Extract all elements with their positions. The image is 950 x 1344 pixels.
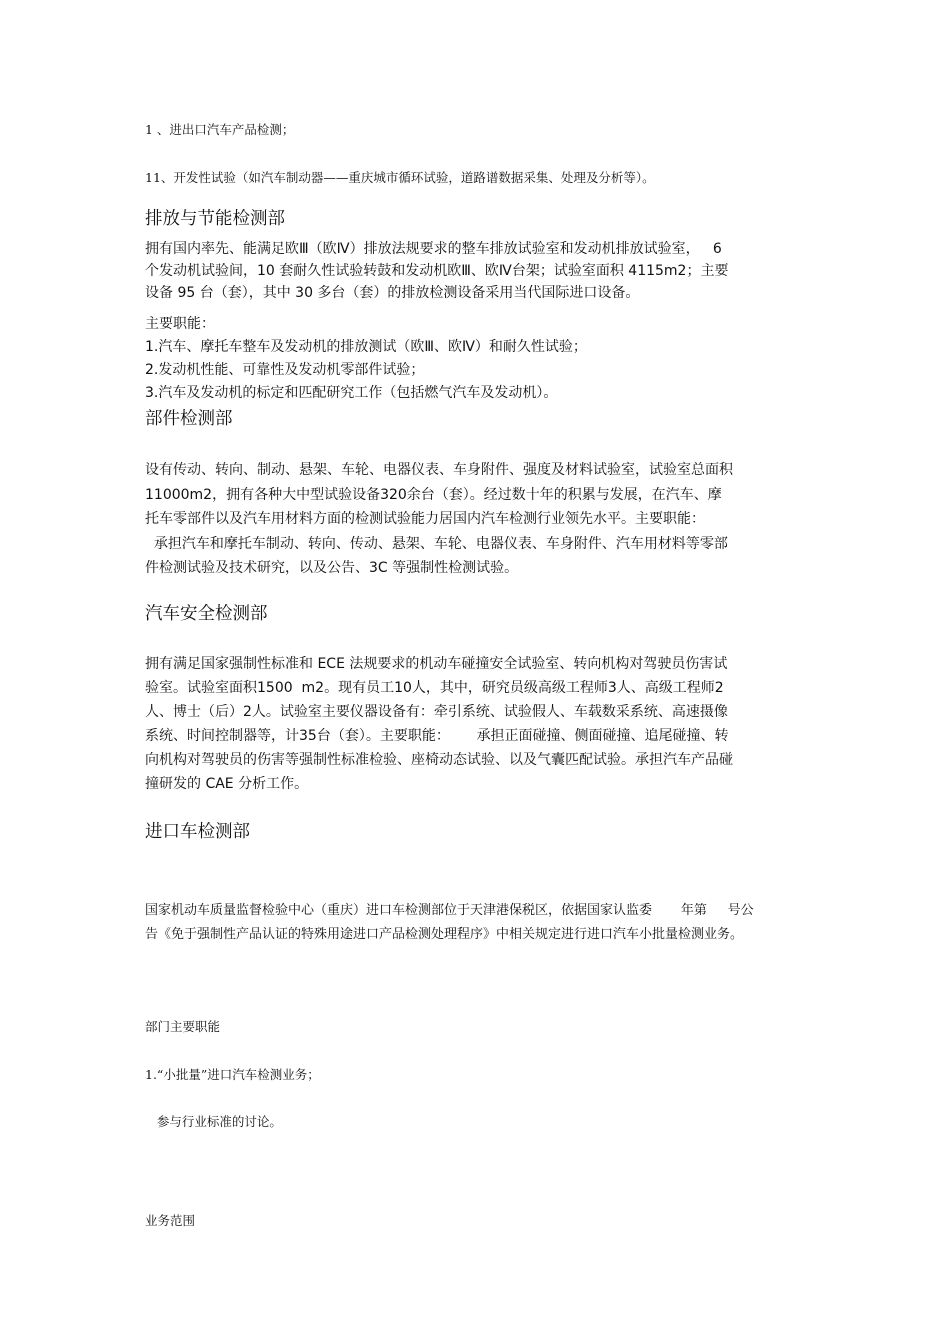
parts-description	[145, 458, 813, 581]
import-duty-1: 1.“小批量”进口汽车检测业务；	[145, 1067, 320, 1082]
emission-desc-line: 个发动机试验间，10 套耐久性试验转鼓和发动机欧Ⅲ、欧Ⅳ台架；试验室面积 4115m2；主要	[145, 263, 729, 279]
section-title-emission: 排放与节能检测部	[145, 209, 285, 229]
safety-desc-line: 系统、时间控制器等，计35台（套）。主要职能： 承担正面碰撞、侧面碰撞、追尾碰撞、转	[145, 728, 729, 744]
parts-desc-line: 托车零部件以及汽车用材料方面的检测试验能力居国内汽车检测行业领先水平。主要职能：	[145, 511, 705, 527]
emission-duty-item: 3.汽车及发动机的标定和匹配研究工作（包括燃气汽车及发动机）。	[145, 385, 558, 401]
section-title-import: 进口车检测部	[145, 822, 250, 842]
import-desc-line: 国家机动车质量监督检验中心（重庆）进口车检测部位于天津港保税区，依据国家认监委 年第 号公	[145, 903, 754, 918]
emission-desc-line: 设备 95 台（套），其中 30 多台（套）的排放检测设备采用当代国际进口设备。	[145, 285, 640, 301]
business-scope-label: 业务范围	[145, 1213, 196, 1228]
safety-description	[145, 652, 813, 796]
parts-desc-line: 承担汽车和摩托车制动、转向、传动、悬架、车轮、电器仪表、车身附件、汽车用材料等零部	[145, 535, 728, 552]
emission-desc-line: 拥有国内率先、能满足欧Ⅲ（欧Ⅳ）排放法规要求的整车排放试验室和发动机排放试验室， 6	[145, 241, 722, 257]
import-duties-label: 部门主要职能	[145, 1019, 221, 1034]
intro-item-1: 1 、进出口汽车产品检测；	[145, 122, 295, 137]
parts-desc-line: 11000m2，拥有各种大中型试验设备320余台（套）。经过数十年的积累与发展，在汽车、摩	[145, 486, 722, 503]
import-desc-line: 告《免于强制性产品认证的特殊用途进口产品检测处理程序》中相关规定进行进口汽车小批量检测业务。	[145, 927, 744, 942]
emission-duties	[145, 313, 813, 405]
parts-desc-line: 设有传动、转向、制动、悬架、车轮、电器仪表、车身附件、强度及材料试验室，试验室总面积	[145, 462, 733, 478]
section-title-parts: 部件检测部	[145, 409, 233, 429]
import-description	[145, 899, 813, 947]
intro-item-11: 11、开发性试验（如汽车制动器——重庆城市循环试验，道路谱数据采集、处理及分析等）。	[145, 170, 655, 185]
safety-desc-line: 人、博士（后）2人。试验室主要仪器设备有：牵引系统、试验假人、车载数采系统、高速摄像	[145, 704, 728, 720]
import-duty-2: 参与行业标准的讨论。	[145, 1114, 282, 1129]
emission-description	[145, 238, 813, 304]
safety-desc-line: 向机构对驾驶员的伤害等强制性标准检验、座椅动态试验、以及气囊匹配试验。承担汽车产品碰	[145, 752, 733, 768]
emission-duty-item: 1.汽车、摩托车整车及发动机的排放测试（欧Ⅲ、欧Ⅳ）和耐久性试验；	[145, 339, 587, 355]
parts-desc-line: 件检测试验及技术研究，以及公告、3C 等强制性检测试验。	[145, 560, 519, 576]
emission-duty-item: 2.发动机性能、可靠性及发动机零部件试验；	[145, 362, 425, 378]
safety-desc-line: 撞研发的 CAE 分析工作。	[145, 776, 309, 792]
safety-desc-line: 验室。试验室面积1500 m2。现有员工10人，其中，研究员级高级工程师3人、高级工程师2	[145, 680, 724, 696]
safety-desc-line: 拥有满足国家强制性标准和 ECE 法规要求的机动车碰撞安全试验室、转向机构对驾驶员伤害试	[145, 656, 728, 672]
emission-duties-label: 主要职能：	[145, 316, 215, 332]
section-title-safety: 汽车安全检测部	[145, 604, 268, 624]
